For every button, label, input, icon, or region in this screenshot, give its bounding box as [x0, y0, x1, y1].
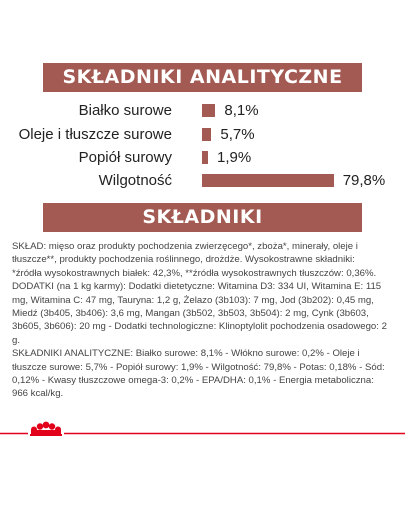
- row-label: Wilgotność: [98, 172, 172, 189]
- ingredients-title: SKŁADNIKI: [43, 203, 362, 232]
- row-label: Białko surowe: [78, 102, 172, 119]
- analytical-row-protein: [40, 101, 380, 121]
- row-label: Oleje i tłuszcze surowe: [18, 126, 172, 143]
- ingredients-text: [12, 240, 387, 401]
- row-value: 5,7%: [220, 126, 255, 143]
- footer-rule-graphic: [0, 420, 405, 442]
- row-value: 8,1%: [224, 102, 259, 119]
- footer-logo-rule: [0, 420, 405, 442]
- analytical-row-ash: [40, 148, 380, 168]
- row-bar: [202, 174, 334, 187]
- analytical-title: SKŁADNIKI ANALITYCZNE: [43, 63, 362, 92]
- analytical-row-moisture: [40, 171, 386, 191]
- additives-paragraph: DODATKI (na 1 kg karmy): Dodatki dietetyczne: Witamina D3: 334 UI, Witamina E: 115 mg, Witamina C: 47 mg, Tauryna: 1,2 g, Żelazo (3b103): 7 mg, Jod (3b202): 0,45 mg, Miedź (3b405, 3b406): 3,6 mg, Mangan (3b502, 3b503, 3b504): 2 mg, Cynk (3b603, 3b605, 3b606): 20 mg - Dodatki technologiczne: Klinoptylolit pochodzenia osadowego: 2 g.: [12, 281, 387, 346]
- composition-paragraph: SKŁAD: mięso oraz produkty pochodzenia zwierzęcego*, zboża*, minerały, oleje i tłuszcze**, produkty pochodzenia roślinnego, drożdże. Wysokostrawne składniki: *źródła wysokostrawnych białek: 42,3%, **źródła wysokostrawnych tłuszczów: 0,36%.: [12, 241, 377, 279]
- row-label: Popiół surowy: [78, 149, 172, 166]
- analysis-paragraph: SKŁADNIKI ANALITYCZNE: Białko surowe: 8,1% - Włókno surowe: 0,2% - Oleje i tłuszcze surowe: 5,7% - Popiół surowy: 1,9% - Wilgotność: 79,8% - Potas: 0,18% - Sód: 0,12% - Kwasy tłuszczowe omega-3: 0,2% - EPA/DHA: 0,1% - Energia metaboliczna: 966 kcal/kg.: [12, 348, 385, 400]
- row-bar: [202, 151, 208, 164]
- row-bar: [202, 128, 211, 141]
- row-value: 1,9%: [217, 149, 252, 166]
- row-value: 79,8%: [342, 172, 386, 189]
- royal-canin-crown-icon: [30, 422, 62, 436]
- row-bar: [202, 104, 215, 117]
- analytical-row-fat: [18, 125, 380, 145]
